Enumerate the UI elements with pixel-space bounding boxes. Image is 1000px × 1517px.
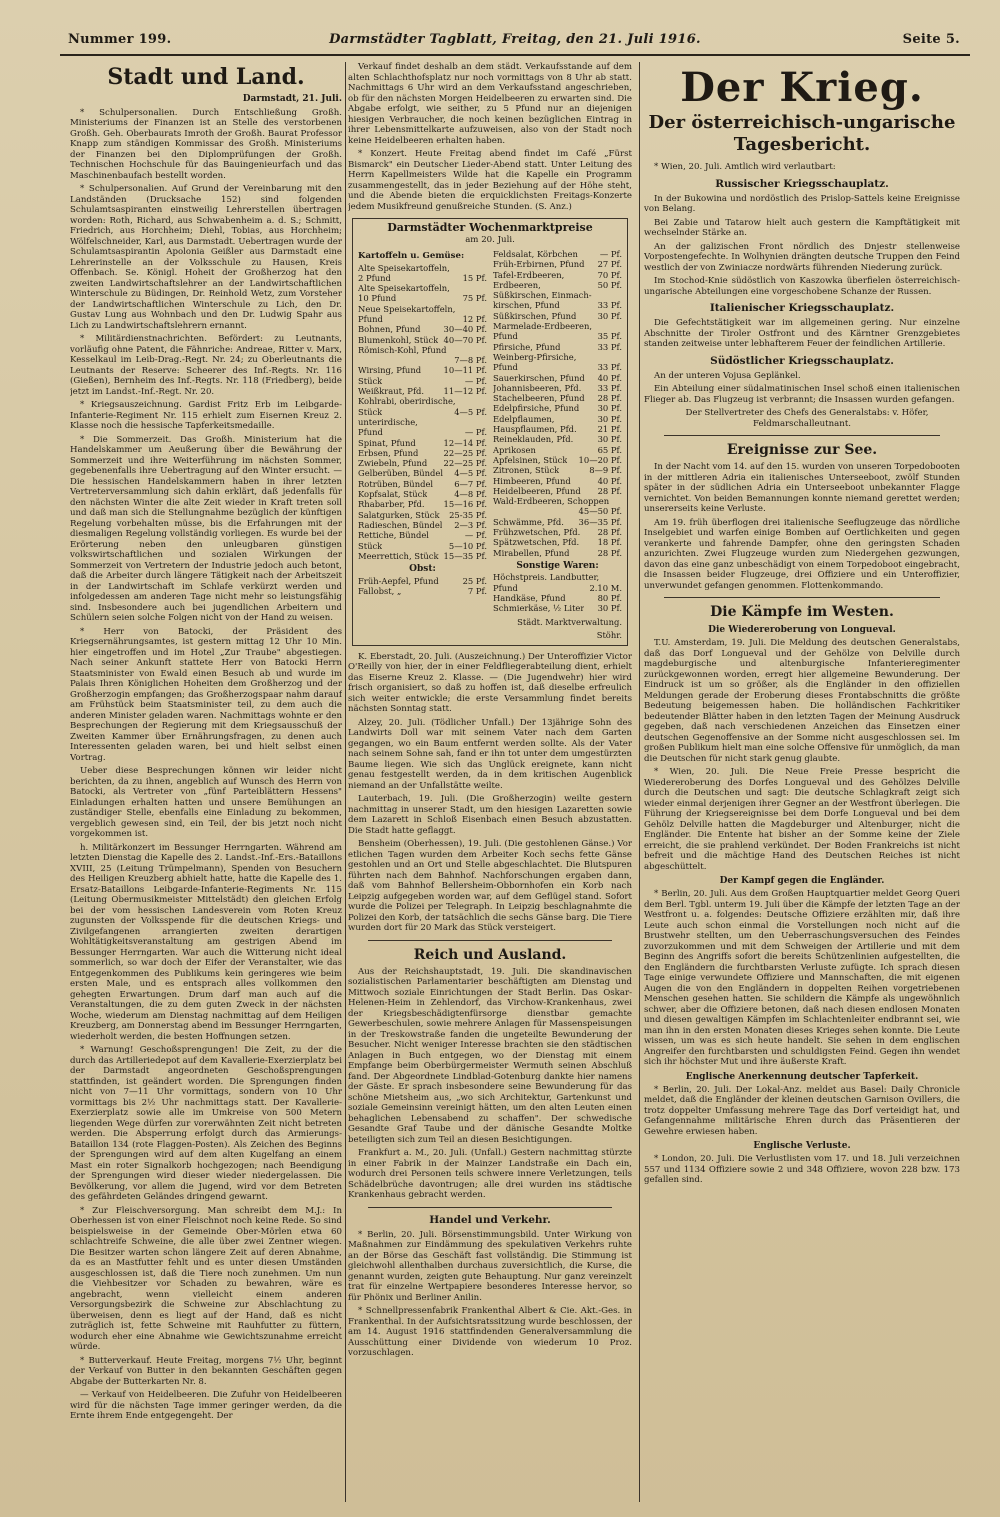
market-item-name: unterirdische,: [358, 416, 418, 427]
market-item-price: 10—20 Pf.: [578, 454, 622, 465]
market-item-price: [484, 396, 487, 406]
article-paragraph: * Berlin, 20. Juli. Der Lokal-Anz. meldet aus Basel: Daily Chronicle meldet, daß die Engländer der kleinen deutschen Garnison Ovillers, die trotz doppelter Umfassung mehrere Tage das Dorf verteidigt hat, und Gefangennahme militärische Ehren durch das Präsentieren der Gewehre erwiesen haben.: [644, 1084, 960, 1137]
market-row: [493, 249, 622, 259]
market-item-price: [619, 321, 622, 331]
market-row: [358, 551, 487, 561]
article-paragraph: * Berlin, 20. Juli. Aus dem Großen Hauptquartier meldet Georg Queri dem Berl. Tgbl. unterm 19. Juli über die Kämpfe der letzten Tage an der Westfront u. a. folgendes: Deutsche Offiziere erzählten mir, daß ihre Leute auch schon einmal die Vorstellungen noch nicht auf die Brustwehr stellten, um den Ueberraschungsversuchen des Feindes zuvorzukommen und mit dem Schweigen der Artillerie und mit dem Beginn des Angriffs sofort die bereits Schützenlinien aufgestellten, die den Engländern die furchtbarsten Verluste zufügte. Ich sprach diesen Tage einige verwundete Offiziere und Mannschaften, die mit eigenen Augen die von den Engländern in doppelten Reihen vorgetriebenen Menschen gesehen hatten. Sie schildern die Kämpfe als ungewöhnlich schwer, aber die Offiziere betonen, daß nach diesen endlosen Monaten und diesen gewaltigen Kämpfen im Schlachtenleiter endbrannt sei, wie man ihn in den ersten Monaten dieses Krieges sehen konnte. Die Leute wissen, um was es sich heute handelt. Sie sehen in dem englischen Angreifer den furchtbarsten und schuldigsten Feind. Gegen ihn wendet sich ihr höchster Mut und ihre äußerste Kraft.: [644, 889, 960, 1067]
article-signature: Der Stellvertreter des Chefs des Generalstabs: v. Höfer, Feldmarschalleutnant.: [685, 408, 929, 429]
market-other-list: [493, 583, 622, 614]
market-item-name: Stück: [358, 375, 383, 386]
market-row: [493, 527, 622, 537]
market-item-price: [484, 283, 487, 293]
article-paragraph: * Schnellpressenfabrik Frankenthal Albert & Cie. Akt.-Ges. in Frankenthal. In der Aufsichtsratssitzung wurde beschlossen, der am 14. August 1916 stattfindenden Generalversammlung die Ausschüttung einer Dividende von wiederum 10 Proz. vorzuschlagen.: [348, 1306, 632, 1359]
market-item-price: — Pf.: [464, 530, 487, 541]
market-item-price: 36—35 Pf.: [578, 516, 622, 527]
market-row: [493, 424, 622, 434]
market-row: [358, 541, 487, 551]
market-row: [358, 499, 487, 509]
market-item-price: 35 Pf.: [597, 331, 622, 342]
market-item-name: Johannisbeeren, Pfd.: [493, 382, 582, 393]
war-report-subheading: Der österreichisch-ungarische Tagesbericht.: [648, 112, 956, 155]
market-item-price: 22—25 Pf.: [443, 447, 487, 458]
market-item-price: 25 Pf.: [462, 575, 487, 586]
market-item-price: 7—8 Pf.: [454, 355, 487, 366]
article-paragraph: Am 19. früh überflogen drei italienische Seeflugzeuge das nördliche Inselgebiet und warfen einige Bomben auf Oertlichkeiten und gegen verankerte und fahrende Dampfer, ohne den geringsten Schaden anzurichten. Zwei Flugzeuge wurden zum Niedergehen gezwungen, davon das eine ganz unbeschädigt von einem Torpedoboot eingebracht, die Insassen beider Flugzeuge, drei Offiziere und ein Unteroffizier, unverwundet gefangen genommen. Flottenkommando.: [644, 517, 960, 591]
market-item-name: Pfirsiche, Pfund: [493, 341, 561, 352]
market-item-name: Handkäse, Pfund: [493, 593, 566, 603]
market-item-price: 33 Pf.: [597, 341, 622, 352]
market-row: [493, 300, 622, 310]
market-row: [493, 259, 622, 269]
market-item-price: 50 Pf.: [597, 279, 622, 290]
masthead: [60, 26, 970, 56]
market-item-price: 4—8 Pf.: [454, 489, 487, 500]
market-item-price: 11—12 Pf.: [443, 386, 487, 397]
article-paragraph: Alzey, 20. Juli. (Tödlicher Unfall.) Der 13jährige Sohn des Landwirts Doll war mit seinem Vater nach dem Garten gegangen, wo ein Baum entfernt werden sollte. Als der Vater nach seinem Sohne sah, fand er ihn tot unter dem umgestürzten Baume liegen. Wie sich das Unglück ereignete, kann nicht genau festgestellt werden, da in dem kritischen Augenblick niemand an der Unfallstätte weilte.: [348, 717, 632, 791]
market-item-name: Reineklauden, Pfd.: [493, 434, 574, 445]
market-category-heading: Obst:: [409, 564, 436, 575]
market-item-name: Rhabarber, Pfd.: [358, 499, 425, 510]
article-paragraph: h. Militärkonzert im Bessunger Herrngarten. Während am letzten Dienstag die Kapelle des 2. Landst.-Inf.-Ers.-Bataillons XVIII, 25 (Leitung Trümpelmann), Spenden von Besuchern des Heiligen Kreuzberg abhielt hatte, hatte die Kapelle des 1. Ersatz-Bataillons Leibgarde-Infanterie-Regiments Nr. 115 (Leitung Obermusikmeister Mittelstädt) den gleichen Erfolg bei der vom hessischen Landesverein vom Roten Kreuz zugunsten der Volksspende für die deutschen Kriegs- und Zivilgefangenen arrangierten zweiten derartigen Wohltätigkeitsveranstaltung am gestrigen Abend im Bessunger Herrngarten. War auch die Witterung nicht ideal sommerlich, so war doch der Eifer der Veranstalter, wie das Entgegenkommen des Publikums kein geringeres wie beim ersten Male, und es entsprach alles vollkommen den gehegten Erwartungen. Drum darf man auch auf die Veranstaltungen, die zu dem guten Zweck in der nächsten Woche, wiederum am Dienstag nachmittag auf dem Heiligen Kreuzberg, am Donnerstag abend im Bessunger Herrngarten, wiederholt werden, die besten Hoffnungen setzen.: [70, 842, 342, 1042]
market-item-name: Weinberg-Pfirsiche,: [493, 351, 577, 362]
market-item-name: Schmierkäse, ½ Liter: [493, 603, 585, 614]
market-row: [493, 434, 622, 444]
market-item-name: Spätzwetschen, Pfd.: [493, 537, 580, 548]
market-row: [358, 293, 487, 303]
market-row: [493, 486, 622, 496]
market-row: [358, 386, 487, 396]
market-row: [493, 583, 622, 593]
subsection-heading-russia: Russischer Kriegsschauplatz.: [715, 177, 889, 190]
issue-number: Nummer 199.: [68, 32, 172, 47]
market-item-price: [484, 263, 487, 273]
market-item-price: 7 Pf.: [467, 585, 487, 596]
market-row: [493, 548, 622, 558]
market-row: [358, 510, 487, 520]
market-item-name: Früh-Erbirnen, Pfund: [493, 259, 585, 270]
market-item-price: 25-35 Pf.: [449, 509, 487, 520]
market-right-list: [493, 249, 622, 558]
market-row: [358, 335, 487, 345]
market-item-name: Zitronen, Stück: [493, 465, 560, 476]
market-item-price: 30 Pf.: [597, 413, 622, 424]
market-row: [493, 603, 622, 613]
market-item-name: Himbeeren, Pfund: [493, 475, 571, 486]
market-item-price: 28 Pf.: [597, 527, 622, 538]
market-row: [493, 383, 622, 393]
market-row: [493, 270, 622, 280]
market-row: [493, 517, 622, 527]
market-left-column: [358, 249, 487, 641]
market-item-price: 65 Pf.: [597, 444, 622, 455]
market-item-price: 28 Pf.: [597, 485, 622, 496]
market-row: [493, 465, 622, 475]
market-row: [358, 355, 487, 365]
market-row: [358, 427, 487, 437]
market-item-price: 30 Pf.: [597, 603, 622, 614]
market-item-price: 33 Pf.: [597, 300, 622, 311]
article-paragraph: * Zur Fleischversorgung. Man schreibt dem M.J.: In Oberhessen ist von einer Fleischnot noch keine Rede. So sind beispielsweise in der Gemeinde Ober-Mörlen etwa 60 schlachtreife Schweine, die alle über zwei Zentner wiegen. Die Besitzer warten schon längere Zeit auf deren Abnahme, da es an Mastfutter fehlt und es unter diesen Umständen ausgeschlossen ist, daß die Tiere noch zunehmen. Um nun die Viehbesitzer vor Schaden zu bewahren, wäre es angebracht, wenn vielleicht einem anderen Versorgungsbezirk die Schweine zur Abschlachtung zu überweisen, denn es liegt auf der Hand, daß es nicht zuträglich ist, fette Schweine mit Rauhfutter zu füttern, wodurch eher eine Abnahme wie Gewichtszunahme erreicht würde.: [70, 1205, 342, 1352]
article-paragraph: An der galizischen Front nördlich des Dnjestr stellenweise Vorpostengefechte. In Wolhynien drängten deutsche Truppen den Feind westlich der von Zwiniacze nordwärts führenden Niederung zurück.: [644, 241, 960, 273]
market-item-name: Kohlrabi, oberirdische,: [358, 396, 456, 407]
article-paragraph: Frankfurt a. M., 20. Juli. (Unfall.) Gestern nachmittag stürzte in einer Fabrik in der Mainzer Landstraße ein Dach ein, wodurch drei Personen teils schwere innere Verletzungen, teils Schädelbrüche davontrugen; alle drei wurden ins städtische Krankenhaus gebracht werden.: [348, 1148, 632, 1201]
market-left-list: [358, 263, 487, 562]
market-item-price: 30—40 Pf.: [443, 324, 487, 335]
market-item-name: Kopfsalat, Stück: [358, 489, 428, 500]
market-row: [493, 537, 622, 547]
market-item-name: Schwämme, Pfd.: [493, 516, 564, 527]
market-row: [358, 479, 487, 489]
market-item-name: Edelpflaumen,: [493, 413, 555, 424]
article-paragraph: Bensheim (Oberhessen), 19. Juli. (Die gestohlenen Gänse.) Vor etlichen Tagen wurden dem Arbeiter Koch sechs fette Gänse gestohlen und an Ort und Stelle abgeschlachtet. Die Blutspuren führten nach dem Bahnhof. Nachforschungen ergaben dann, daß vom Bahnhof Bellersheim-Obbornhofen ein Korb nach Leipzig aufgegeben worden war, auf dem Geflügel stand. Sofort wurde die Polizei per Telegraph. In Leipzig beschlagnahmte die Polizei den Korb, der tatsächlich die sechs Gänse barg. Die Tiere wurden dort für 20 Mark das Stück versteigert.: [348, 839, 632, 934]
market-item-name: Mirabellen, Pfund: [493, 547, 570, 558]
market-item-price: 40 Pf.: [597, 372, 622, 383]
article-paragraph: Lauterbach, 19. Juli. (Die Großherzogin) weilte gestern nachmittag in unserer Stadt, um den hiesigen Lazaretten sowie dem Lazarett in Schloß Eisenbach einen Besuch abzustatten. Die Stadt hatte geflaggt.: [348, 794, 632, 836]
market-item-name: Früh-Aepfel, Pfund: [358, 575, 439, 586]
market-item-price: 30 Pf.: [597, 403, 622, 414]
market-item-name: Apfelsinen, Stück: [493, 454, 568, 465]
market-item-name: Erbsen, Pfund: [358, 447, 419, 458]
market-row: [493, 414, 622, 424]
market-item-name: Alte Speisekartoffeln,: [358, 262, 450, 273]
market-item-price: 33 Pf.: [597, 362, 622, 373]
dateline: Darmstadt, 21. Juli.: [242, 94, 342, 104]
market-item-price: 40 Pf.: [597, 475, 622, 486]
market-item-name: Pfund: [358, 427, 383, 438]
market-item-name: Rotrüben, Bündel: [358, 478, 434, 489]
market-signature-name: Stöhr.: [596, 630, 622, 641]
market-item-name: Radieschen, Bündel: [358, 519, 443, 530]
market-item-name: Edelpfirsiche, Pfund: [493, 403, 580, 414]
market-item-name: Stachelbeeren, Pfund: [493, 393, 585, 404]
article-paragraph: In der Nacht vom 14. auf den 15. wurden von unseren Torpedobooten in der mittleren Adria ein italienisches Unterseeboot, zwölf Stunden später in der südlichen Adria ein Unterseeboot unbekannter Flagge vernichtet. Von beiden Bemannungen konnte niemand gerettet werden; unsererseits keine Verluste.: [644, 462, 960, 514]
market-item-price: 2—3 Pf.: [454, 519, 487, 530]
page-number: Seite 5.: [902, 32, 960, 47]
market-item-name: Höchstpreis. Landbutter,: [493, 572, 600, 583]
market-item-price: 2.10 M.: [589, 582, 622, 593]
market-item-price: 15 Pf.: [462, 272, 487, 283]
article-paragraph: * Wien, 20. Juli. Die Neue Freie Presse bespricht die Wiedereroberung des Dorfes Longueval und des Gehölzes Delville durch die Deutschen und sagt: Die deutsche Schlagkraft zeigt sich wieder einmal derjenigen ihrer Gegner an der Westfront überlegen. Die Führung der Kriegsereignisse bei dem Dorfe Longueval und bei dem Gehölz Delville hatten die Magdeburger und Altenburger, nicht die Engländer. Die Entente hat bisher an der Somme keine der Ziele erreicht, die sie prahlend verkündet. Der Boden Frankreichs ist nicht befreit und die mächtige Hand des Deutschen Reiches ist nicht abgeschüttelt.: [644, 767, 960, 872]
market-row: [358, 283, 487, 293]
market-item-price: 15—35 Pf.: [443, 550, 487, 561]
market-item-price: [484, 417, 487, 427]
market-row: [493, 280, 622, 290]
market-row: [493, 403, 622, 413]
market-item-price: 12 Pf.: [462, 313, 487, 324]
market-item-name: Alte Speisekartoffeln,: [358, 283, 450, 294]
market-item-price: 80 Pf.: [597, 593, 622, 603]
market-item-price: [619, 290, 622, 300]
market-item-name: Frühzwetschen, Pfd.: [493, 527, 581, 538]
market-row: [358, 345, 487, 355]
market-row: [358, 438, 487, 448]
section-heading-handel-und-verkehr: Handel und Verkehr.: [429, 1213, 551, 1226]
subsection-heading-englaender: Der Kampf gegen die Engländer.: [719, 876, 885, 886]
article-paragraph: Im Stochod-Knie südöstlich von Kaszowka überfielen österreichisch-ungarische Abteilungen eine vorgeschobene Schanze der Russen.: [644, 276, 960, 297]
article-paragraph: — Verkauf von Heidelbeeren. Die Zufuhr von Heidelbeeren wird für die nächsten Tage immer geringer werden, da die Ernte ihrem Ende entgegengeht. Der: [70, 1390, 342, 1421]
market-item-name: Pfund: [493, 582, 518, 593]
market-row: [358, 314, 487, 324]
market-row: [358, 448, 487, 458]
market-signature: Städt. Marktverwaltung.: [517, 616, 622, 627]
market-title: Darmstädter Wochenmarktpreise: [387, 221, 593, 234]
market-item-price: 45—50 Pf.: [578, 506, 622, 517]
market-row: [493, 496, 622, 506]
subsection-heading-anerkennung: Englische Anerkennung deutscher Tapferkeit.: [685, 1071, 919, 1082]
subsection-heading-longueval: Die Wiedereroberung von Longueval.: [708, 625, 896, 635]
market-row: [358, 324, 487, 334]
market-item-price: 40—70 Pf.: [443, 334, 487, 345]
market-category-heading: Sonstige Waren:: [516, 560, 599, 571]
article-paragraph: * Schulpersonalien. Auf Grund der Vereinbarung mit den Landständen (Drucksache 152) sind folgenden Schulamtsaspiranten einstweilig Lehrerstellen übertragen worden: Roth, Richard, aus Schwabenheim a. d. S.; Schmitt, Friedrich, aus Horchheim; Diehl, Tobias, aus Horchheim; Wölfelschneider, Karl, aus Darmstadt. Uebertragen wurde der Schulamtsaspirantin Apolonia Geißler aus Darmstadt eine Lehrerinstelle an der Volksschule zu Hausen, Kreis Offenbach. Se. Königl. Hoheit der Großherzog hat den zweiten Landwirtschaftslehrer an der Landwirtschaftlichen Winterschule zu Büdingen, Dr. Reinhold Wetz, zum Vorsteher der Landwirtschaftlichen Winterschule zu Lich, den Dr. Gustav Lung aus Wohnbach und den Dr. Ludwig Spahr aus Lich zu Landwirtschaftslehrern ernannt.: [70, 184, 342, 331]
market-right-column: [493, 249, 622, 641]
market-item-name: Spinat, Pfund: [358, 437, 416, 448]
market-item-price: [619, 496, 622, 506]
market-prices-box: [352, 218, 628, 646]
market-item-name: Marmelade-Erdbeeren,: [493, 321, 593, 332]
market-row: [358, 468, 487, 478]
market-item-price: 22—25 Pf.: [443, 458, 487, 469]
market-obst-list: [358, 576, 487, 597]
market-item-name: Pfund: [493, 362, 518, 373]
market-row: [493, 342, 622, 352]
section-divider: [664, 597, 940, 598]
market-item-price: 15—16 Pf.: [443, 499, 487, 510]
market-item-price: [619, 352, 622, 362]
market-item-price: 33 Pf.: [597, 382, 622, 393]
market-item-price: 4—5 Pf.: [454, 406, 487, 417]
section-divider: [368, 1207, 612, 1208]
market-item-name: Erdbeeren,: [493, 279, 541, 290]
market-item-price: [484, 345, 487, 355]
market-item-name: Neue Speisekartoffeln,: [358, 303, 456, 314]
article-paragraph: T.U. Amsterdam, 19. Juli. Die Meldung des deutschen Generalstabs, daß das Dorf Longueval und der Gehölze von Delville durch magdeburgische und altenburgische Infanterieregimenter zurückgewonnen worden, erregt hier allgemeine Bewunderung. Der Eindruck ist um so größer, als die Engländer in den offiziellen Meldungen gerade der Eroberung dieses Frontabschnitts die größte Bedeutung beigemessen haben. Die holländischen Fachkritiker bedeutender Blätter haben in den letzten Tagen der Meinung Ausdruck gegeben, daß nach verschiedenen Anzeichen das Einsetzen einer deutschen Gegenoffensive an der Somme nicht ausgeschlossen sei. Im großen Publikum hielt man eine solche Offensive für unmöglich, da man die Deutschen für nicht stark genug glaubte.: [644, 638, 960, 764]
market-item-price: 70 Pf.: [597, 269, 622, 280]
article-paragraph: * Berlin, 20. Juli. Börsenstimmungsbild. Unter Wirkung von Maßnahmen zur Eindämmung des spekulativen Verkehrs ruhte an der Börse das Geschäft fast vollständig. Die Stimmung ist gleichwohl allenthalben durchaus zuversichtlich, die Kurse, die genannt wurden, zeigten gute Behauptung. Nur ganz vereinzelt trat für einzelne Wertpapiere besonderes Interesse hervor, so für Phönix und Berliner Anilin.: [348, 1229, 632, 1303]
market-row: [493, 321, 622, 331]
article-paragraph: * Warnung! Geschoßsprengungen! Die Zeit, zu der die durch das Artilleriedepot auf dem Kavallerie-Exerzierplatz bei der Darmstadt angeordneten Geschoßsprengungen stattfinden, ist geändert worden. Die Sprengungen finden nicht von 7—11 Uhr vormittags, sondern von 10 Uhr vormittags bis 2½ Uhr nachmittags statt. Der Kavallerie-Exerzierplatz sowie alle im Umkreise von 500 Metern liegenden Wege dürfen zur vorerwähnten Zeit nicht betreten werden. Die Absperrung erfolgt durch das Armierungs-Bataillon 134 (rote Flaggen-Posten). Als Zeichen des Beginns der Sprengungen wird auf dem alten Kugelfang an einem Mast ein roter Signalkorb hochgezogen; nach Beendigung der Sprengungen wird dieser wieder niedergelassen. Die Bevölkerung, vor allem die Jugend, wird vor dem Betreten des gefährdeten Geländes dringend gewarnt.: [70, 1045, 342, 1202]
market-item-name: Süßkirschen, Pfund: [493, 310, 577, 321]
article-paragraph: Aus der Reichshauptstadt, 19. Juli. Die skandinavischen sozialistischen Parlamentarier beschäftigten am Dienstag und Mittwoch soziale Einrichtungen der Stadt Berlin. Das Oskar-Helenen-Heim in Zehlendorf, das Virchow-Krankenhaus, zwei der Kriegsbeschädigtenfürsorge dienstbar gemachte Gewerbeschulen, sowie mehrere Anlagen für Massenspeisungen in der Treskowstraße fanden die ungeteilte Bewunderung der Besucher. Nicht weniger Interesse brachten sie den städtischen Anlagen in Buch entgegen, wo der Dienstag mit einem Empfange beim Oberbürgermeister Wermuth seinen Abschluß fand. Der Abgeordnete Lindblad-Gotenburg dankte hier namens der Gäste. Er sprach insbesondere seine Bewunderung für das schöne Mietsheim aus, „wo sich Architektur, Gartenkunst und soziale Gemeinsinn vereinigt hätten, um den alten Leuten einen behaglichen Lebensabend zu schaffen". Der schwedische Gesandte Graf Taube und der dänische Gesandte Moltke beteiligten sich zum Teil an diesen Besichtigungen.: [348, 966, 632, 1145]
market-row: [493, 393, 622, 403]
market-grid: [358, 249, 622, 641]
column-rule: [345, 62, 346, 1502]
market-row: [358, 530, 487, 540]
article-paragraph: An der unteren Vojusa Geplänkel.: [654, 370, 801, 381]
market-row: [358, 489, 487, 499]
article-paragraph: * Kriegsauszeichnung. Gardist Fritz Erb im Leibgarde-Infanterie-Regiment Nr. 115 erhielt zum Eisernen Kreuz 2. Klasse noch die hessische Tapferkeitsmedaille.: [70, 400, 342, 431]
market-item-price: [484, 304, 487, 314]
market-item-price: 28 Pf.: [597, 547, 622, 558]
market-item-price: 8—9 Pf.: [589, 465, 622, 476]
article-paragraph: * Die Sommerzeit. Das Großh. Ministerium hat die Handelskammer um Aeußerung über die Bewährung der Sommerzeit und ihre Weiterführung im nächsten Sommer, gegebenenfalls ihre Uebertragung auf den Winter ersucht. — Die hessischen Handelskammern haben in ihrer letzten Vertreterversammlung sich dahin erklärt, daß jedenfalls für den nächsten Winter die alte Zeit wieder in Kraft treten soll und daß man sich die Stellungnahme bezüglich der künftigen Regelung vorbehalten müsse, bis die Erfahrungen mit der diesmaligen Regelung vollständig vorliegen. Es wurde bei der Erörterung neben den unleugbaren günstigen volkswirtschaftlichen und sozialen Wirkungen der Sommerzeit von Vertretern der Industrie jedoch auch betont, daß die Arbeiter durch längere Tätigkeit nach der Arbeitszeit in der Landwirtschaft im Schlafe verkürzt werden und infolgedessen am anderen Tage nicht mehr so leistungsfähig sind. Insbesondere auch bei jugendlichen Arbeitern und Schülern seien solche Folgen nicht von der Hand zu weisen.: [70, 434, 342, 623]
market-item-price: 4—5 Pf.: [454, 468, 487, 479]
article-paragraph: Bei Zabie und Tatarow hielt auch gestern die Kampftätigkeit mit wechselnder Stärke an.: [644, 217, 960, 238]
market-row: [493, 373, 622, 383]
market-item-name: Pfund: [358, 313, 383, 324]
market-item-name: kirschen, Pfund: [493, 300, 560, 311]
newspaper-title-date: Darmstädter Tagblatt, Freitag, den 21. Juli 1916.: [329, 32, 701, 47]
subsection-heading-southeast: Südöstlicher Kriegsschauplatz.: [710, 354, 894, 367]
section-heading-der-krieg: Der Krieg.: [680, 64, 924, 111]
market-row: [358, 586, 487, 596]
market-row: [358, 458, 487, 468]
article-paragraph: Ein Abteilung einer südalmatinischen Insel schoß einen italienischen Flieger ab. Das Flugzeug ist verbrannt; die Insassen wurden gefangen.: [644, 384, 960, 405]
market-item-price: 12—14 Pf.: [443, 437, 487, 448]
section-heading-ereignisse-zur-see: Ereignisse zur See.: [726, 442, 878, 458]
market-item-name: Stück: [358, 406, 383, 417]
market-row: [493, 445, 622, 455]
market-item-name: Salatgurken, Stück: [358, 509, 440, 520]
column-2: [348, 62, 632, 1502]
article-paragraph: * Schulpersonalien. Durch Entschließung Großh. Ministeriums der Finanzen ist an Stelle des verstorbenen Großh. Geh. Oberbaurats Imroth der Großh. Baurat Professor Knapp zum ständigen Kommissar des Großh. Ministeriums der Finanzen bei den Diplomprüfungen der Großh. Technischen Hochschule für das Bauingenieurfach und das Maschinenbaufach bestellt worden.: [70, 107, 342, 181]
market-item-name: Rettiche, Bündel: [358, 530, 429, 541]
section-heading-kaempfe-im-westen: Die Kämpfe im Westen.: [710, 604, 894, 620]
column-1: [70, 62, 342, 1502]
market-item-name: Römisch-Kohl, Pfund: [358, 344, 447, 355]
market-row: [358, 396, 487, 406]
article-paragraph: Die Gefechtstätigkeit war im allgemeinen gering. Nur einzelne Abschnitte der Tiroler Ostfront und des Kärntner Grenzgebietes standen zeitweise unter lebhafterem Feuer der feindlichen Artillerie.: [644, 318, 960, 349]
market-item-name: Feldsalat, Körbchen: [493, 249, 578, 259]
market-item-name: Aprikosen: [493, 444, 536, 455]
market-row: [358, 365, 487, 375]
market-row: [358, 273, 487, 283]
market-row: [358, 376, 487, 386]
market-item-name: Pfund: [493, 331, 518, 342]
market-row: [358, 263, 487, 273]
market-item-price: 5—10 Pf.: [448, 540, 487, 551]
market-item-name: Gelberüben, Bündel: [358, 468, 444, 479]
market-row: [493, 476, 622, 486]
market-item-price: 10—11 Pf.: [443, 365, 487, 376]
market-item-price: 27 Pf.: [597, 259, 622, 270]
market-item-price: 75 Pf.: [462, 293, 487, 304]
market-item-name: Heidelbeeren, Pfund: [493, 485, 581, 496]
market-item-price: — Pf.: [599, 249, 622, 259]
section-heading-reich-und-ausland: Reich und Ausland.: [413, 946, 567, 963]
market-row: [493, 455, 622, 465]
market-item-name: Weißkraut, Pfd.: [358, 386, 425, 397]
market-item-price: 30 Pf.: [597, 434, 622, 445]
market-item-price: — Pf.: [464, 375, 487, 386]
subsection-heading-italy: Italienischer Kriegsschauplatz.: [709, 302, 895, 314]
market-row: [493, 506, 622, 516]
market-row: [358, 407, 487, 417]
subsection-heading-verluste: Englische Verluste.: [753, 1141, 851, 1151]
market-item-name: 10 Pfund: [358, 293, 397, 304]
article-paragraph: * Militärdienstnachrichten. Befördert: zu Leutnants, vorläufig ohne Patent, die Fähnriche: Andreae, Ritter v. Marx, Kesselkaul im Leib-Drag.-Regt. Nr. 24; zu Oberleutnants die Leutnants der Reserve: Scheerer des Inf.-Regts. Nr. 116 (Gießen), Bernheim des Inf.-Regts. Nr. 118 (Friedberg), beide jetzt im Landst.-Inf.-Regt. Nr. 20.: [70, 334, 342, 397]
market-item-price: 6—7 Pf.: [454, 478, 487, 489]
market-item-name: Blumenkohl, Stück: [358, 334, 439, 345]
article-paragraph: * London, 20. Juli. Die Verlustlisten vom 17. und 18. Juli verzeichnen 557 und 1134 Offiziere sowie 2 und 348 Offiziere, wovon 228 bzw. 173 gefallen sind.: [644, 1154, 960, 1185]
market-item-name: Zwiebeln, Pfund: [358, 458, 428, 469]
market-category-heading: Kartoffeln u. Gemüse:: [358, 251, 465, 261]
article-paragraph: Ueber diese Besprechungen können wir leider nicht berichten, da zu ihnen, angeblich auf Wunsch des Herrn von Batocki, als Vertreter von „fünf Parteiblättern Hessens" Einladungen erhalten hatten und unsere Bemühungen an zuständiger Stelle, ebenfalls eine Einladung zu bekommen, vergeblich gewesen sind, ein Teil, der bis jetzt noch nicht vorgekommen ist.: [70, 766, 342, 839]
market-item-price: 18 Pf.: [597, 537, 622, 548]
market-item-price: — Pf.: [464, 427, 487, 438]
market-item-name: Meerrettich, Stück: [358, 550, 439, 561]
article-paragraph: * Konzert. Heute Freitag abend findet im Café „Fürst Bismarck" ein Deutscher Lieder-Abend statt. Unter Leitung des Herrn Kapellmeisters Wilde hat die Kapelle ein Programm zusammengestellt, das in jeder Beziehung auf der Höhe steht, und die Abende bieten die erquicklichsten Freitags-Konzerte jedem Musikfreund genußreiche Stunden. (S. Anz.): [348, 149, 632, 212]
section-divider: [664, 435, 940, 436]
market-item-name: Wald-Erdbeeren, Schoppen: [493, 496, 610, 507]
market-item-name: Stück: [358, 540, 383, 551]
market-item-name: Tafel-Erdbeeren,: [493, 269, 565, 280]
market-item-name: Hauspflaumen, Pfd.: [493, 424, 577, 435]
market-row: [358, 417, 487, 427]
market-row: [493, 331, 622, 341]
market-row: [358, 520, 487, 530]
market-item-name: Süßkirschen, Einmach-: [493, 290, 592, 301]
market-item-name: Fallobst, „: [358, 585, 402, 596]
market-row: [493, 593, 622, 603]
section-heading-stadt-und-land: Stadt und Land.: [107, 64, 305, 90]
article-paragraph: * Wien, 20. Juli. Amtlich wird verlautbart:: [654, 162, 836, 172]
column-rule: [639, 62, 640, 1502]
market-date: am 20. Juli.: [465, 234, 515, 245]
article-paragraph: * Butterverkauf. Heute Freitag, morgens 7½ Uhr, beginnt der Verkauf von Butter in den bekannten Geschäften gegen Abgabe der Butterkarten Nr. 8.: [70, 1355, 342, 1387]
market-item-price: 30 Pf.: [597, 310, 622, 321]
market-row: [493, 572, 622, 582]
market-item-price: 28 Pf.: [597, 393, 622, 404]
market-item-price: 21 Pf.: [597, 424, 622, 435]
market-item-name: 2 Pfund: [358, 272, 391, 283]
market-row: [358, 576, 487, 586]
market-item-name: Bohnen, Pfund: [358, 324, 421, 335]
market-row: [493, 290, 622, 300]
article-paragraph: Verkauf findet deshalb an dem städt. Verkaufsstande auf dem alten Schlachthofsplatz nur noch vormittags von 8 Uhr ab statt. Nachmittags 6 Uhr wird an dem Verkaufsstand angeschrieben, ob für den nächsten Morgen Heidelbeeren zu erwarten sind. Die Abgabe erfolgt, wie seither, zu 5 Pfund nur an diejenigen hiesigen Verbraucher, die noch keinen bezüglichen Eintrag in ihrer Lebensmittelkarte aufzuweisen, also von der Stadt noch keine Heidelbeeren erhalten haben.: [348, 62, 632, 146]
section-divider: [368, 940, 612, 941]
market-row: [358, 304, 487, 314]
column-3: [644, 62, 960, 1502]
article-paragraph: In der Bukowina und nordöstlich des Prislop-Sattels keine Ereignisse von Belang.: [644, 193, 960, 214]
market-row: [493, 352, 622, 362]
article-paragraph: * Herr von Batocki, der Präsident des Kriegsernährungsamtes, ist gestern mittag 12 Uhr 10 Min. hier eingetroffen und im Hotel „Zur Traube" abgestiegen. Nach seiner Ankunft stattete Herr von Batocki Herrn Staatsminister von Ewald einen Besuch ab und wurde im Palais Ihren Königlichen Hoheiten dem Großherzog und der Großherzogin empfangen; das Großherzogspaar nahm darauf am Frühstück beim Staatsminister teil, zu dem auch die anderen Minister geladen waren. Nachmittags wohnte er den Besprechungen der Regierung mit dem Kriegsausschuß der Zweiten Kammer über Ernährungsfragen, zu denen auch Interessenten geladen waren, bei und hielt selbst einen Vortrag.: [70, 626, 342, 763]
market-item-name: Wirsing, Pfund: [358, 365, 422, 376]
market-row: [493, 362, 622, 372]
market-row: [493, 311, 622, 321]
market-item-name: Sauerkirschen, Pfund: [493, 372, 585, 383]
article-paragraph: K. Eberstadt, 20. Juli. (Auszeichnung.) Der Unteroffizier Victor O'Reilly von hier, der in einer Feldfliegerabteilung dient, erhielt das Eiserne Kreuz 2. Klasse. — (Die Jugendwehr) hier wird frisch organisiert, so daß zu hoffen ist, daß dieselbe erfreulich sich weiter entwickle; die erste Versammlung findet bereits nächsten Sonntag statt.: [348, 651, 632, 715]
